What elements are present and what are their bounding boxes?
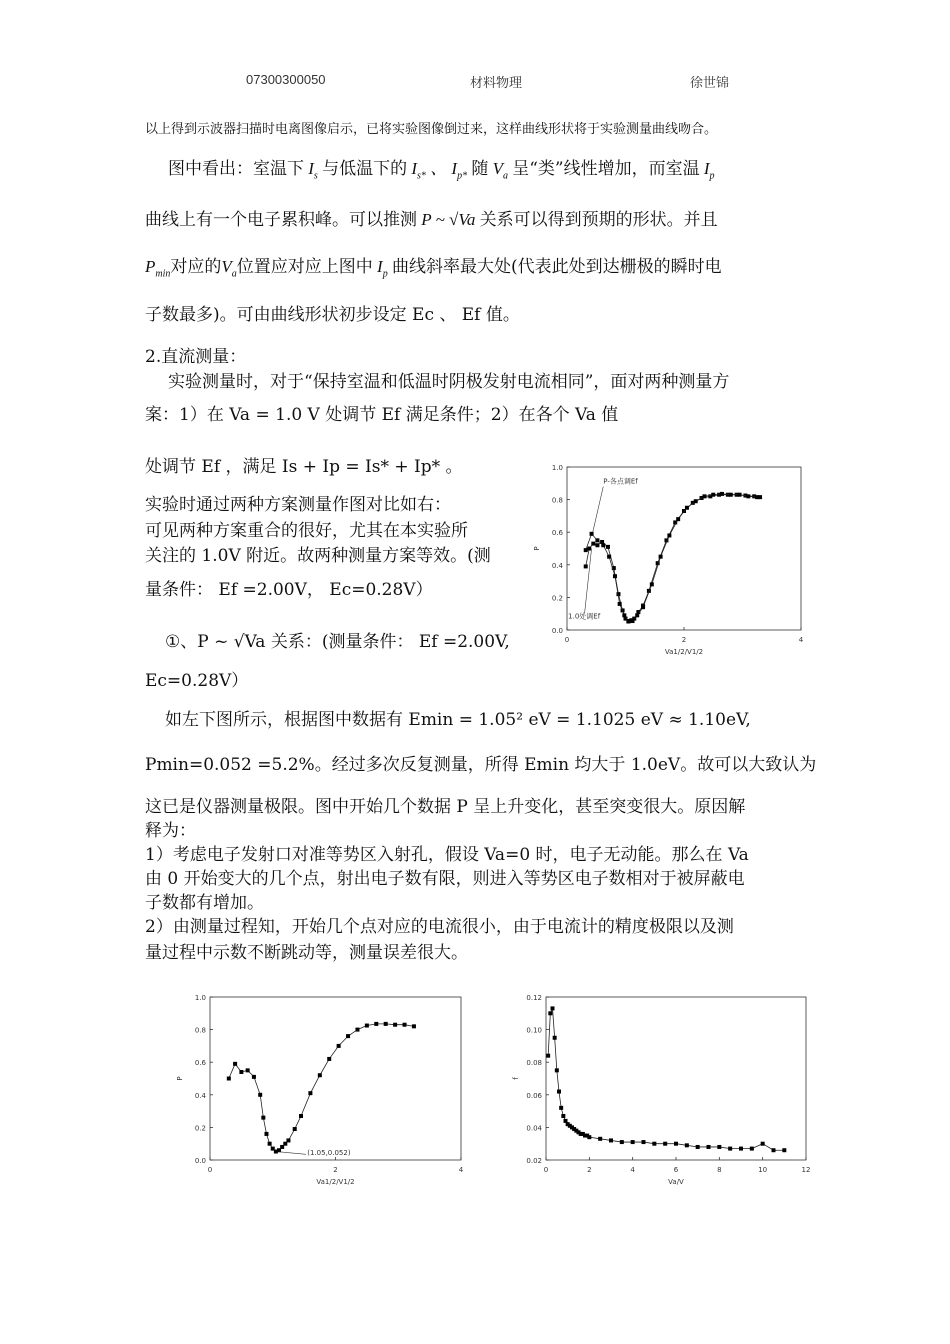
chart-f-vs-va bbox=[500, 985, 820, 1205]
y-tick-label: 0.04 bbox=[526, 1124, 542, 1133]
annotation-arrow bbox=[279, 1152, 306, 1154]
data-point bbox=[711, 493, 715, 497]
data-point bbox=[553, 1036, 557, 1040]
data-point bbox=[626, 620, 630, 624]
data-point bbox=[268, 1142, 272, 1146]
data-point bbox=[729, 493, 733, 497]
y-tick-label: 0.08 bbox=[526, 1059, 542, 1068]
data-point bbox=[607, 555, 611, 559]
emin-line2: Pmin=0.052 =5.2%。经过多次反复测量，所得 Emin 均大于 1.0eV。故可以大致认为 bbox=[145, 755, 817, 775]
x-tick-label: 4 bbox=[798, 636, 804, 644]
y-tick-label: 0.10 bbox=[526, 1026, 542, 1035]
para1-line1: 图中看出：室温下 $I_s$ 与低温下的 $I_{s*}$ 、 $I_{p*}$ 随 $V_a$ 呈“类”线性增加，而室温 $I_p$ bbox=[168, 159, 715, 182]
data-point bbox=[555, 1068, 559, 1072]
data-point bbox=[252, 1075, 256, 1079]
data-point bbox=[286, 1138, 290, 1142]
y-tick-label: 0.0 bbox=[551, 627, 563, 635]
y-tick-label: 0.6 bbox=[551, 529, 563, 538]
data-point bbox=[702, 494, 706, 498]
section2-line7: 量条件： Ef =2.00V， Ec=0.28V） bbox=[145, 580, 433, 600]
chart-p-vs-sqrt-va bbox=[176, 985, 480, 1205]
y-tick-label: 0.2 bbox=[194, 1124, 206, 1133]
data-point bbox=[587, 1135, 591, 1139]
data-point bbox=[327, 1057, 331, 1061]
data-point bbox=[641, 605, 645, 609]
annotation-label: P-各点调Ef bbox=[603, 477, 638, 486]
section2-line2: 案：1）在 Va = 1.0 V 处调节 Ef 满足条件；2）在各个 Va 值 bbox=[145, 405, 619, 425]
emin-line3: 这已是仪器测量极限。图中开始几个数据 P 呈上升变化，甚至突变很大。原因解 bbox=[145, 797, 746, 817]
data-point bbox=[246, 1068, 250, 1072]
data-point bbox=[728, 1147, 732, 1151]
reason2-line1: 2）由测量过程知，开始几个点对应的电流很小，由于电流计的精度极限以及测 bbox=[145, 917, 734, 937]
data-point bbox=[707, 1145, 711, 1149]
y-tick-label: 0.12 bbox=[526, 994, 542, 1002]
data-point bbox=[685, 506, 689, 510]
y-axis-label: P bbox=[176, 1076, 184, 1081]
x-tick-label: 8 bbox=[717, 1166, 722, 1174]
data-point bbox=[782, 1148, 786, 1152]
data-point bbox=[384, 1022, 388, 1026]
data-point bbox=[546, 1054, 550, 1058]
y-tick-label: 0.6 bbox=[194, 1059, 206, 1068]
y-tick-label: 0.0 bbox=[194, 1157, 206, 1165]
data-point bbox=[591, 542, 595, 546]
y-axis-label: f bbox=[512, 1077, 520, 1080]
data-point bbox=[233, 1062, 237, 1066]
annotation-arrow bbox=[593, 487, 604, 533]
reason1-line3: 子数都有增加。 bbox=[145, 893, 264, 913]
x-tick-label: 0 bbox=[207, 1166, 213, 1174]
data-point bbox=[650, 582, 654, 586]
section2-line1: 实验测量时，对于“保持室温和低温时阴极发射电流相同”，面对两种测量方 bbox=[168, 372, 730, 392]
data-point bbox=[393, 1023, 397, 1027]
data-point bbox=[293, 1127, 297, 1131]
y-axis-label: P bbox=[533, 546, 541, 551]
y-tick-label: 0.02 bbox=[526, 1157, 542, 1165]
data-point bbox=[642, 1140, 646, 1144]
data-point bbox=[663, 1142, 667, 1146]
data-point bbox=[308, 1091, 312, 1095]
intro-line: 以上得到示波器扫描时电离图像启示，已将实验图像倒过来，这样曲线形状将于实验测量曲线吻合。 bbox=[145, 122, 718, 137]
x-tick-label: 4 bbox=[630, 1166, 635, 1174]
data-point bbox=[403, 1023, 407, 1027]
reason1-line1: 1）考虑电子发射口对准等势区入射孔，假设 Va=0 时，电子无动能。那么在 Va bbox=[145, 845, 749, 865]
data-point bbox=[557, 1090, 561, 1094]
x-tick-label: 2 bbox=[333, 1166, 338, 1174]
data-point bbox=[667, 533, 671, 537]
para1-line4: 子数最多)。可由曲线形状初步设定 Ec 、 Ef 值。 bbox=[145, 305, 520, 325]
data-point bbox=[652, 1142, 656, 1146]
chart-p-comparison bbox=[520, 455, 820, 675]
section2-line6: 关注的 1.0V 附近。故两种测量方案等效。(测 bbox=[145, 546, 491, 566]
data-point bbox=[694, 499, 698, 503]
course-name: 材料物理 bbox=[470, 75, 523, 90]
y-tick-label: 0.06 bbox=[526, 1091, 542, 1100]
plot-frame bbox=[210, 997, 461, 1160]
item1-line2: Ec=0.28V） bbox=[145, 671, 249, 691]
data-point bbox=[587, 547, 591, 551]
data-point bbox=[548, 1011, 552, 1015]
data-point bbox=[674, 1142, 678, 1146]
data-point bbox=[720, 492, 724, 496]
data-point bbox=[601, 543, 605, 547]
data-point bbox=[551, 1006, 555, 1010]
section2-title: 2.直流测量： bbox=[145, 347, 247, 367]
data-point bbox=[609, 1138, 613, 1142]
y-tick-label: 1.0 bbox=[194, 994, 206, 1002]
student-id: 07300300050 bbox=[246, 72, 326, 87]
reason1-line2: 由 0 开始变大的几个点，射出电子数有限，则进入等势区电子数相对于被屏蔽电 bbox=[145, 869, 745, 889]
series-line bbox=[229, 1024, 414, 1152]
x-tick-label: 2 bbox=[587, 1166, 592, 1174]
data-point bbox=[559, 1106, 563, 1110]
x-tick-label: 0 bbox=[564, 636, 570, 644]
annotation-arrow bbox=[585, 549, 592, 614]
data-point bbox=[412, 1024, 416, 1028]
x-axis-label: Va/V bbox=[668, 1178, 684, 1186]
x-tick-label: 2 bbox=[681, 636, 687, 644]
data-point bbox=[659, 555, 663, 559]
data-point bbox=[264, 1132, 268, 1136]
para1-line3: $P_{min}$对应的$V_a$位置应对应上图中 $I_p$ 曲线斜率最大处(代表此处到达栅极的瞬时电 bbox=[145, 257, 722, 280]
data-point bbox=[613, 574, 617, 578]
data-point bbox=[772, 1148, 776, 1152]
data-point bbox=[346, 1034, 350, 1038]
data-point bbox=[337, 1044, 341, 1048]
para1-line2: 曲线上有一个电子累积峰。可以推测 P ~ √Va 关系可以得到预期的形状。并且 bbox=[145, 210, 718, 230]
data-point bbox=[631, 1140, 635, 1144]
y-tick-label: 0.8 bbox=[194, 1026, 206, 1035]
emin-line1: 如左下图所示，根据图中数据有 Emin = 1.05² eV = 1.1025 eV ≈ 1.10eV, bbox=[165, 710, 751, 730]
data-point bbox=[685, 1143, 689, 1147]
data-point bbox=[561, 1114, 565, 1118]
y-tick-label: 0.4 bbox=[551, 561, 563, 570]
data-point bbox=[618, 602, 622, 606]
data-point bbox=[750, 1147, 754, 1151]
data-point bbox=[365, 1024, 369, 1028]
data-point bbox=[761, 1142, 765, 1146]
data-point bbox=[755, 495, 759, 499]
data-point bbox=[595, 543, 599, 547]
data-point bbox=[299, 1114, 303, 1118]
data-point bbox=[739, 1147, 743, 1151]
data-point bbox=[258, 1093, 262, 1097]
x-tick-label: 0 bbox=[543, 1166, 549, 1174]
y-tick-label: 0.2 bbox=[551, 594, 563, 603]
x-axis-label: Va1/2/V1/2 bbox=[316, 1178, 355, 1186]
reason2-line2: 量过程中示数不断跳动等，测量误差很大。 bbox=[145, 943, 468, 963]
data-point bbox=[676, 517, 680, 521]
data-point bbox=[355, 1028, 359, 1032]
data-point bbox=[746, 494, 750, 498]
emin-line4: 释为： bbox=[145, 821, 196, 841]
data-point bbox=[717, 1145, 721, 1149]
data-point bbox=[374, 1022, 378, 1026]
y-tick-label: 1.0 bbox=[551, 464, 563, 472]
data-point bbox=[606, 545, 610, 549]
author-name: 徐世锦 bbox=[690, 75, 730, 90]
section2-line4: 实验时通过两种方案测量作图对比如右： bbox=[145, 495, 451, 515]
data-point bbox=[584, 548, 588, 552]
annotation-label: (1.05,0.052) bbox=[307, 1149, 351, 1158]
y-tick-label: 0.4 bbox=[194, 1091, 206, 1100]
x-tick-label: 6 bbox=[673, 1166, 679, 1174]
data-point bbox=[738, 493, 742, 497]
data-point bbox=[635, 613, 639, 617]
data-point bbox=[696, 1145, 700, 1149]
data-point bbox=[622, 613, 626, 617]
item1-line1: ①、P ~ √Va 关系：(测量条件： Ef =2.00V, bbox=[165, 632, 510, 652]
x-axis-label: Va1/2/V1/2 bbox=[664, 648, 704, 656]
x-tick-label: 4 bbox=[458, 1166, 464, 1174]
data-point bbox=[598, 1137, 602, 1141]
data-point bbox=[261, 1116, 265, 1120]
data-point bbox=[584, 564, 588, 568]
x-tick-label: 10 bbox=[758, 1166, 768, 1174]
data-point bbox=[590, 532, 594, 536]
series-line bbox=[586, 495, 760, 621]
series-line bbox=[586, 494, 757, 622]
annotation-label: 1.0处调Ef bbox=[568, 612, 601, 621]
section2-line3: 处调节 Ef ，满足 Is + Ip = Is* + Ip* 。 bbox=[145, 457, 463, 477]
section2-line5: 可见两种方案重合的很好，尤其在本实验所 bbox=[145, 521, 468, 541]
data-point bbox=[227, 1077, 231, 1081]
data-point bbox=[239, 1070, 243, 1074]
y-tick-label: 0.8 bbox=[551, 496, 563, 505]
data-point bbox=[620, 1140, 624, 1144]
x-tick-label: 12 bbox=[801, 1166, 811, 1174]
data-point bbox=[631, 619, 635, 623]
series-line bbox=[548, 1008, 784, 1150]
data-point bbox=[595, 538, 599, 542]
data-point bbox=[318, 1073, 322, 1077]
